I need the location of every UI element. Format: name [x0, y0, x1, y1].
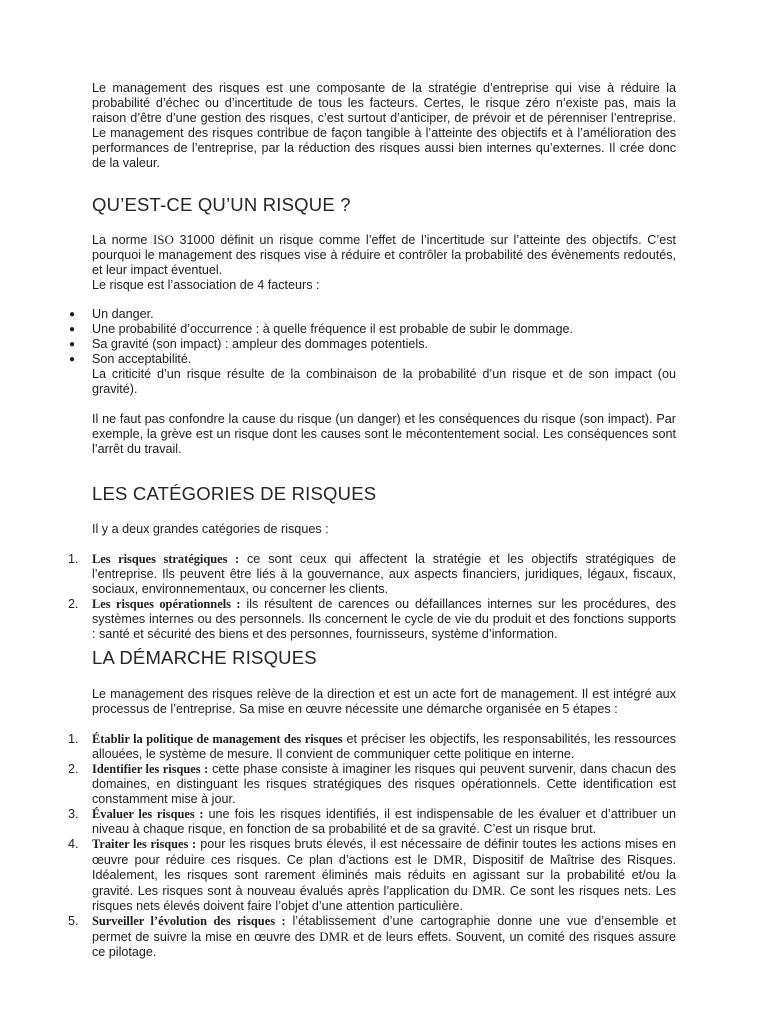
intro-paragraph: Le management des risques est une composante de la stratégie d’entreprise qui vise à réduire la probabilité d’échec ou d’incertitude de tous les facteurs. Certes, le risque zéro n’existe pas, mais la raison d’être d’une gestion des risques, c’est surtout d’anticiper, de prévoir et de pérenniser l’entreprise. Le management des risques contribue de façon tangible à l’atteinte des objectifs et à l’amélioration des performances de l’entreprise, par la réduction des risques aussi bien internes qu’externes. Il crée donc de la valeur.: [92, 81, 676, 170]
definition-text-after: 31000 définit un risque comme l’effet de l’incertitude sur l’atteinte des objectifs. C’est pourquoi le management des risques vise à réduire et contrôler la probabilité des évènements redoutés, et leur impact éventuel.: [92, 233, 677, 277]
list-item: [68, 552, 676, 597]
list-item-text: Son acceptabilité.: [92, 352, 192, 366]
item-number: 3.: [68, 807, 79, 821]
item-number: 1.: [68, 732, 79, 746]
item-number: 5.: [68, 914, 79, 928]
list-item: [68, 732, 676, 762]
list-item: [68, 762, 676, 807]
list-item-text: Sa gravité (son impact) : ampleur des dommages potentiels.: [92, 337, 428, 351]
list-item-text: Un danger.: [92, 307, 154, 321]
confusion-paragraph: Il ne faut pas confondre la cause du risque (un danger) et les conséquences du risque (son impact). Par exemple, la grève est un risque dont les causes sont le mécontentement social. Les conséquences sont l’arrêt du travail.: [92, 412, 676, 456]
dmr-abbreviation: DMR: [319, 929, 349, 944]
list-item: [69, 322, 676, 337]
item-text: l’établissement d’une cartographie donne une vue d’ensemble et permet de suivre la mise en œuvre des: [92, 914, 676, 944]
definition-paragraph: [92, 232, 676, 278]
list-item: [68, 807, 676, 837]
categories-list: [68, 552, 676, 642]
item-text: ce sont ceux qui affectent la stratégie et les objectifs stratégiques de l’entreprise. Ils peuvent être liés à la gouvernance, aux aspects financiers, juridiques, légaux, fiscaux, sociaux, environnementaux, ou concerner les clients.: [92, 552, 676, 596]
criticite-text: La criticité d’un risque résulte de la combinaison de la probabilité d’un risque et de son impact (ou gravité).: [92, 367, 676, 396]
section-heading-risque: QU’EST-CE QU’UN RISQUE ?: [92, 194, 351, 215]
demarche-intro: Le management des risques relève de la direction et est un acte fort de management. Il est intégré aux processus de l’entreprise. Sa mise en œuvre nécessite une démarche organisée en 5 étapes :: [92, 687, 676, 716]
bullet-icon: ●: [69, 354, 76, 365]
item-text: ils résultent de carences ou défaillances internes sur les procédures, des systèmes internes ou des personnels. Ils concernent le cycle de vie du produit et des fonctions supports : santé et sécurité des biens et des personnes, fournisseurs, système d’information.: [92, 597, 676, 641]
item-number: 4.: [68, 837, 79, 851]
item-text: pour les risques bruts élevés, il est nécessaire de définir toutes les actions mises en œuvre pour réduire ces risques. Ce plan d’actions est le: [92, 837, 676, 867]
spacer: [92, 397, 676, 412]
definition-text-before: La norme: [92, 233, 153, 247]
list-item: [69, 352, 676, 397]
spacer: [92, 537, 676, 552]
item-text: cette phase consiste à imaginer les risques qui peuvent survenir, dans chacun des domaines, en distinguant les risques stratégiques des risques opérationnels. Cette identification est constamment mise à jour.: [92, 762, 676, 806]
item-text: , Dispositif de Maîtrise des Risques. Idéalement, les risques sont rarement éliminés mais réduits en agissant sur la probabilité et/ou la gravité. Les risques sont à nouveau évalués après l’application du: [92, 853, 676, 898]
list-item: [68, 837, 676, 914]
factors-intro: Le risque est l’association de 4 facteurs :: [92, 278, 320, 292]
spacer: [92, 293, 676, 307]
item-term: Les risques opérationnels :: [92, 597, 241, 611]
section-heading-demarche: LA DÉMARCHE RISQUES: [92, 647, 317, 668]
list-item: [68, 914, 676, 960]
bullet-icon: ●: [69, 309, 76, 320]
list-item: [69, 307, 676, 322]
list-item-text: Une probabilité d’occurrence : à quelle fréquence il est probable de subir le dommage.: [92, 322, 573, 336]
dmr-abbreviation: DMR: [433, 852, 463, 867]
section-heading-categories: LES CATÉGORIES DE RISQUES: [92, 483, 377, 504]
item-term: Évaluer les risques :: [92, 807, 204, 821]
item-text: et préciser les objectifs, les responsabilités, les ressources allouées, le système de mesure. Il convient de communiquer cette politique en interne.: [92, 732, 676, 761]
bullet-icon: ●: [69, 324, 76, 335]
item-term: Surveiller l’évolution des risques :: [92, 914, 286, 928]
item-text: une fois les risques identifiés, il est indispensable de les évaluer et d’attribuer un niveau à chaque risque, en fonction de sa probabilité et de sa gravité. C’est un risque brut.: [92, 807, 676, 836]
item-term: Traiter les risques :: [92, 837, 197, 851]
list-item: [68, 597, 676, 642]
list-item: [69, 337, 676, 352]
dmr-abbreviation: DMR: [472, 883, 502, 898]
iso-abbreviation: ISO: [152, 232, 174, 247]
item-term: Identifier les risques :: [92, 762, 209, 776]
item-text: et de leurs effets. Souvent, un comité des risques assure ce pilotage.: [92, 930, 676, 959]
categories-intro: Il y a deux grandes catégories de risques :: [92, 522, 329, 536]
item-number: 1.: [68, 552, 79, 566]
item-text: . Ce sont les risques nets. Les risques nets élevés doivent faire l’objet d’une attention particulière.: [92, 884, 676, 913]
item-number: 2.: [68, 762, 79, 776]
item-term: Les risques stratégiques :: [92, 552, 240, 566]
item-number: 2.: [68, 597, 79, 611]
factors-list: [69, 307, 676, 397]
steps-list: [68, 732, 676, 960]
spacer: [92, 717, 676, 732]
bullet-icon: ●: [69, 339, 76, 350]
item-term: Établir la politique de management des risques: [92, 732, 343, 746]
